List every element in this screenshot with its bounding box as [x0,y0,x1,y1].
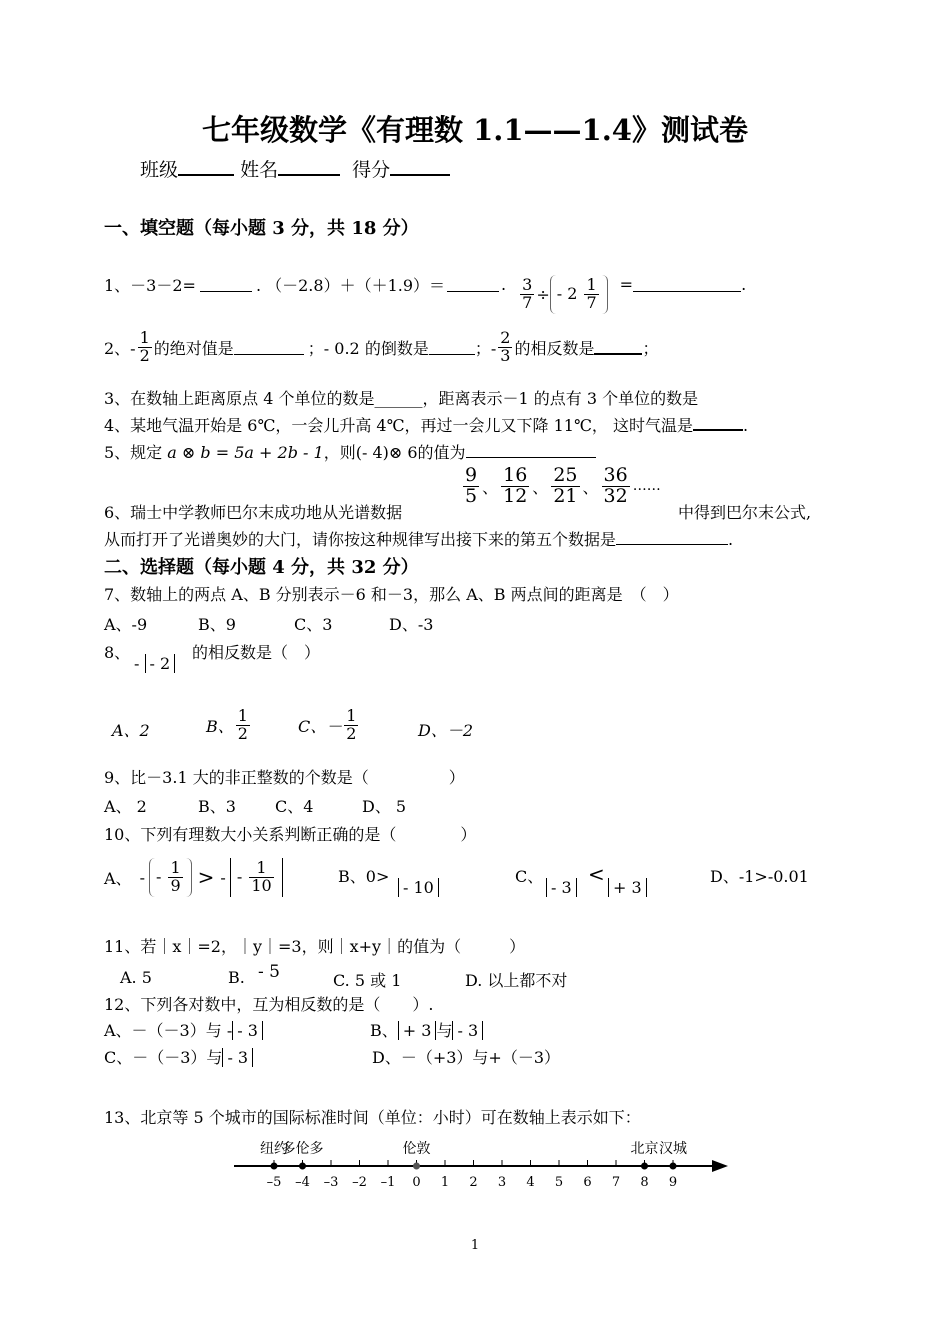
q1-text-b: . （－2.8）＋（＋1.9）＝ [255,275,446,295]
name-blank[interactable] [278,160,340,176]
q9-option-b[interactable]: B、3 [198,797,236,816]
q2-prefix: 2、- [104,338,136,358]
number-line-tick-label: 6 [583,1175,592,1190]
q12-option-d[interactable]: D、－（+3）与+（－3） [372,1048,561,1067]
number-line-tick-label: 8 [640,1175,649,1190]
q10-option-c-abs1: - 3 [546,878,577,897]
number-line-city-label: 伦敦 [402,1141,431,1157]
number-line-tick-label: 1 [440,1175,450,1190]
q5-blank[interactable] [466,443,596,458]
q4-blank[interactable] [693,415,743,431]
q2-fraction-1: $\frac{1}{2}$ [139,328,150,365]
q1-fraction: $\frac{3}{7}$ [522,275,533,312]
q6-separator: 、 [482,477,499,497]
class-blank[interactable] [178,160,234,176]
number-line-tick-label: 0 [412,1175,421,1190]
q1-eq: = [619,274,634,294]
number-line-tick-label: 5 [554,1175,564,1190]
q6-separator: 、 [532,477,549,497]
question-3: 3、在数轴上距离原点 4 个单位的数是______，距离表示－1 的点有 3 个单位的数是 [104,389,699,408]
q4-text: 4、某地气温开始是 6℃，一会儿升高 4℃，再过一会儿又下降 11℃， 这时气温是 [104,416,693,435]
name-label: 姓名 [240,159,279,181]
number-line-city-point [271,1163,278,1170]
question-8 [104,640,130,663]
q5-text-c: 的值为 [417,443,466,462]
q11-option-c[interactable]: C. 5 或 1 [333,971,402,990]
q2-text-c: ；- [474,338,497,358]
q6-separator: 、 [582,477,599,497]
q11-option-b-value: - 5 [258,962,280,982]
q12-option-b[interactable]: B、 + 3 与 - 3 [370,1018,483,1041]
number-line-tick-label: 2 [469,1175,478,1190]
section1-heading: 一、填空题（每小题 3 分，共 18 分） [104,218,419,239]
q6-fraction: $\frac{16}{12}$ [503,464,528,507]
number-line-tick-label: 4 [526,1175,535,1190]
q8-text: 的相反数是（ ） [192,643,321,662]
q6-fraction-sequence [460,466,661,507]
q9-option-c[interactable]: C、4 [275,797,314,816]
section2-heading: 二、选择题（每小题 4 分，共 32 分） [104,557,419,578]
question-1 [104,255,746,314]
score-label: 得分 [352,159,391,181]
q1-div: ÷ [536,284,550,304]
number-line-city-point [641,1163,648,1170]
q10-option-c-abs2: + 3 [608,878,647,897]
q1-blank-1[interactable] [200,277,252,292]
q8-option-c[interactable]: C、－ $\frac{1}{2}$ [298,706,357,743]
q1-text-c: . [501,274,507,294]
q8-expression: - - 2 [134,654,175,673]
number-line-city-point [299,1163,306,1170]
q2-text-e: ； [642,338,659,358]
number-line-tick-label: 9 [668,1175,678,1190]
q11-option-d[interactable]: D. 以上都不对 [465,971,568,990]
q5-formula: a ⊗ b = 5a + 2b - 1 [167,443,324,462]
q7-option-a[interactable]: A、-9 [104,615,148,634]
question-4 [104,413,748,436]
q1-blank-3[interactable] [633,277,741,292]
student-info-row [140,155,450,182]
number-line-city-label: 纽约 [260,1141,288,1157]
number-line-city-point [413,1163,420,1170]
question-6-line-1 [104,500,402,523]
q10-option-a[interactable]: A、 - - $\frac{1}{9}$ > - - $\frac{1}{10}$ [104,858,283,897]
number-line-city-label: 北京 [630,1141,659,1157]
q5-text-b: ，则 [323,443,356,462]
q11-option-b[interactable]: B. [228,968,245,987]
q8-option-a[interactable]: A、2 [112,721,150,740]
q9-option-a[interactable]: A、 2 [104,797,147,816]
q10-option-b-abs: - 10 [398,878,439,897]
q7-option-c[interactable]: C、3 [294,615,333,634]
question-12: 12、下列各对数中，互为相反数的是（ ）. [104,995,434,1014]
q9-option-d[interactable]: D、 5 [362,797,407,816]
q1-end: . [741,274,747,294]
page-title: 七年级数学《有理数 1.1——1.4》测试卷 [201,113,748,147]
question-13: 13、北京等 5 个城市的国际标准时间（单位：小时）可在数轴上表示如下： [104,1108,641,1127]
q12-option-c[interactable]: C、－（－3）与 - 3 [104,1045,253,1068]
q10-option-c[interactable]: C、 [515,867,544,886]
question-6-line-1b: 中得到巴尔末公式, [678,503,812,522]
q1-text-a: 1、－3－2= [104,275,196,295]
q6-ellipsis: …… [632,478,661,495]
number-line-tick-label: –2 [352,1175,367,1190]
q8-option-d[interactable]: D、－2 [418,721,474,740]
number-line [226,1135,736,1195]
number-line-tick-label: –5 [266,1175,282,1190]
q10-lt: < [588,862,605,886]
question-5 [104,440,596,463]
q5-text-a: 5、规定 [104,443,163,462]
number-line-tick-label: –3 [323,1175,339,1190]
q1-mixed-number: - 2 $\frac{1}{7}$ [550,275,608,314]
number-line-tick-label: 3 [497,1175,507,1190]
q2-text-a: 的绝对值是 [153,338,234,358]
page-number: 1 [470,1238,480,1253]
q6-blank[interactable] [616,530,728,545]
q2-text-b: ；- 0.2 的倒数是 [307,338,429,358]
q12-option-a[interactable]: A、－（－3）与 - - 3 [104,1018,263,1041]
number-line-city-label: 汉城 [659,1141,687,1157]
number-line-tick-label: –1 [380,1175,396,1190]
score-blank[interactable] [390,160,450,176]
class-label: 班级 [140,159,179,181]
q6-text-a: 6、瑞士中学教师巴尔末成功地从光谱数据 [104,503,403,522]
question-2 [104,330,658,365]
q10-option-d[interactable]: D、-1>-0.01 [710,867,809,886]
q2-text-d: 的相反数是 [514,338,595,358]
q7-option-b[interactable]: B、9 [198,615,236,634]
q2-fraction-2: $\frac{2}{3}$ [500,328,511,365]
q8-option-b[interactable]: B、 $\frac{1}{2}$ [206,706,248,743]
q7-option-d[interactable]: D、-3 [389,615,434,634]
q2-blank-2[interactable] [429,340,475,355]
number-line-tick-label: 7 [611,1175,621,1190]
q6-end: . [728,530,734,549]
q6-fraction: $\frac{9}{5}$ [465,464,478,507]
q6-fraction: $\frac{36}{32}$ [603,464,628,507]
question-7: 7、数轴上的两点 A、B 分别表示－6 和－3，那么 A、B 两点间的距离是 （ ） [104,585,679,604]
q4-end: . [742,416,749,435]
question-9: 9、比－3.1 大的非正整数的个数是（ ） [104,768,465,787]
q2-blank-3[interactable] [594,339,642,355]
number-line-arrow [712,1160,728,1172]
q10-option-b[interactable]: B、0> [338,867,390,886]
q11-option-a[interactable]: A. 5 [120,968,152,987]
question-10: 10、下列有理数大小关系判断正确的是（ ） [104,825,477,844]
q8-prefix: 8、 [104,643,131,662]
question-11: 11、若｜x｜=2，｜y｜=3，则｜x+y｜的值为（ ） [104,937,526,956]
number-line-city-point [670,1163,677,1170]
number-line-tick-label: –4 [295,1175,310,1190]
q6-fraction: $\frac{25}{21}$ [553,464,578,507]
question-6-line-2 [104,527,733,550]
number-line-city-label: 多伦多 [281,1141,324,1157]
q1-blank-2[interactable] [447,277,499,292]
q6-text-c: 从而打开了光谱奥妙的大门，请你按这种规律写出接下来的第五个数据是 [104,530,617,549]
q2-blank-1[interactable] [234,340,304,355]
q5-expr: (- 4)⊗ 6 [355,443,418,462]
